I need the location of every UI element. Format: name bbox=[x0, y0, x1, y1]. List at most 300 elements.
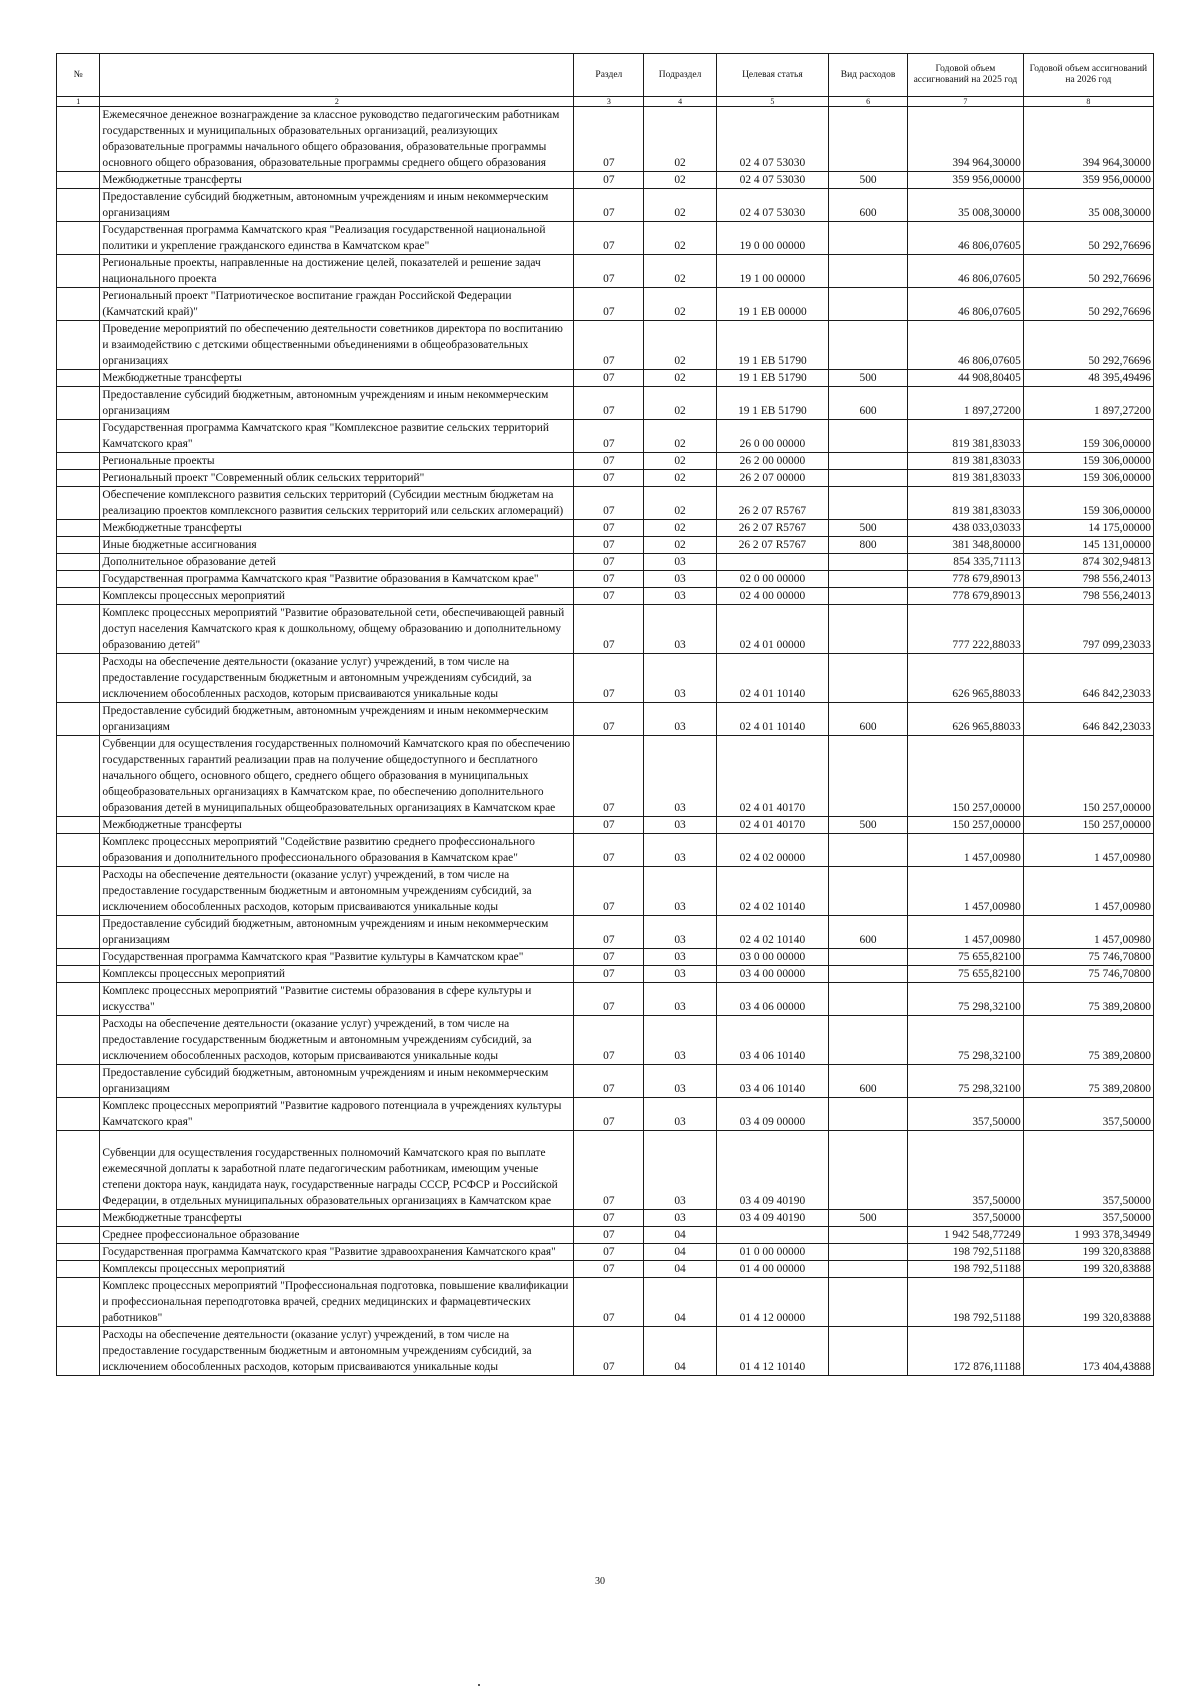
row-name: Государственная программа Камчатского края "Развитие образования в Камчатском крае" bbox=[100, 571, 574, 588]
row-amount-2026: 150 257,00000 bbox=[1023, 736, 1153, 817]
table-row bbox=[57, 288, 1154, 321]
row-expense-type bbox=[829, 571, 908, 588]
row-podrazdel: 02 bbox=[644, 453, 716, 470]
row-name: Ежемесячное денежное вознаграждение за классное руководство педагогическим работникам государственных и муниципальных образовательных организаций, реализующих образовательные программы начального общего образования, образовательные программы основного общего образования, образовательные программы среднего общего образования bbox=[100, 107, 574, 172]
row-expense-type bbox=[829, 949, 908, 966]
row-number bbox=[57, 487, 100, 520]
row-razdel: 07 bbox=[574, 370, 644, 387]
row-target: 19 1 EB 51790 bbox=[716, 387, 828, 420]
row-razdel: 07 bbox=[574, 520, 644, 537]
table-row bbox=[57, 470, 1154, 487]
row-name: Межбюджетные трансферты bbox=[100, 1210, 574, 1227]
row-podrazdel: 03 bbox=[644, 1210, 716, 1227]
table-row bbox=[57, 189, 1154, 222]
table-row bbox=[57, 1065, 1154, 1098]
row-name: Предоставление субсидий бюджетным, автономным учреждениям и иным некоммерческим организациям bbox=[100, 916, 574, 949]
row-name: Предоставление субсидий бюджетным, автономным учреждениям и иным некоммерческим организациям bbox=[100, 189, 574, 222]
row-podrazdel: 04 bbox=[644, 1244, 716, 1261]
row-amount-2025: 357,50000 bbox=[908, 1131, 1024, 1210]
row-amount-2025: 46 806,07605 bbox=[908, 222, 1024, 255]
row-expense-type bbox=[829, 321, 908, 370]
row-amount-2026: 798 556,24013 bbox=[1023, 571, 1153, 588]
row-number bbox=[57, 736, 100, 817]
row-number bbox=[57, 420, 100, 453]
column-number: 4 bbox=[644, 97, 716, 107]
row-expense-type bbox=[829, 1131, 908, 1210]
row-podrazdel: 04 bbox=[644, 1261, 716, 1278]
row-razdel: 07 bbox=[574, 470, 644, 487]
row-amount-2025: 198 792,51188 bbox=[908, 1261, 1024, 1278]
row-razdel: 07 bbox=[574, 420, 644, 453]
column-number: 8 bbox=[1023, 97, 1153, 107]
row-podrazdel: 03 bbox=[644, 736, 716, 817]
row-podrazdel: 02 bbox=[644, 537, 716, 554]
row-razdel: 07 bbox=[574, 703, 644, 736]
row-number bbox=[57, 1261, 100, 1278]
table-row bbox=[57, 1227, 1154, 1244]
column-number: 7 bbox=[908, 97, 1024, 107]
row-amount-2026: 1 897,27200 bbox=[1023, 387, 1153, 420]
row-razdel: 07 bbox=[574, 983, 644, 1016]
row-expense-type: 500 bbox=[829, 1210, 908, 1227]
row-name: Среднее профессиональное образование bbox=[100, 1227, 574, 1244]
row-amount-2025: 1 942 548,77249 bbox=[908, 1227, 1024, 1244]
row-razdel: 07 bbox=[574, 1278, 644, 1327]
table-body bbox=[57, 107, 1154, 1376]
row-amount-2025: 854 335,71113 bbox=[908, 554, 1024, 571]
row-podrazdel: 04 bbox=[644, 1227, 716, 1244]
row-razdel: 07 bbox=[574, 588, 644, 605]
row-name: Проведение мероприятий по обеспечению деятельности советников директора по воспитанию и взаимодействию с детскими общественными объединениями в общеобразовательных организациях bbox=[100, 321, 574, 370]
row-amount-2026: 150 257,00000 bbox=[1023, 817, 1153, 834]
row-amount-2025: 359 956,00000 bbox=[908, 172, 1024, 189]
row-amount-2025: 394 964,30000 bbox=[908, 107, 1024, 172]
row-expense-type bbox=[829, 736, 908, 817]
row-razdel: 07 bbox=[574, 817, 644, 834]
row-target: 01 4 00 00000 bbox=[716, 1261, 828, 1278]
row-razdel: 07 bbox=[574, 1131, 644, 1210]
row-amount-2025: 75 298,32100 bbox=[908, 983, 1024, 1016]
row-number bbox=[57, 916, 100, 949]
row-podrazdel: 03 bbox=[644, 983, 716, 1016]
row-number bbox=[57, 834, 100, 867]
table-row bbox=[57, 222, 1154, 255]
row-amount-2025: 1 457,00980 bbox=[908, 916, 1024, 949]
row-name: Расходы на обеспечение деятельности (оказание услуг) учреждений, в том числе на предоставление государственным бюджетным и автономным учреждениям субсидий, за исключением обособленных расходов, которым присваиваются уникальные коды bbox=[100, 1327, 574, 1376]
row-amount-2026: 646 842,23033 bbox=[1023, 654, 1153, 703]
table-row bbox=[57, 420, 1154, 453]
row-amount-2025: 626 965,88033 bbox=[908, 703, 1024, 736]
row-expense-type bbox=[829, 420, 908, 453]
row-number bbox=[57, 1227, 100, 1244]
row-razdel: 07 bbox=[574, 1016, 644, 1065]
row-amount-2026: 50 292,76696 bbox=[1023, 288, 1153, 321]
row-amount-2025: 198 792,51188 bbox=[908, 1278, 1024, 1327]
row-expense-type: 500 bbox=[829, 817, 908, 834]
row-number bbox=[57, 321, 100, 370]
table-row bbox=[57, 370, 1154, 387]
row-razdel: 07 bbox=[574, 654, 644, 703]
column-number: 3 bbox=[574, 97, 644, 107]
row-expense-type bbox=[829, 605, 908, 654]
row-razdel: 07 bbox=[574, 321, 644, 370]
page-number: 30 bbox=[595, 1576, 605, 1587]
table-row bbox=[57, 605, 1154, 654]
row-name: Комплекс процессных мероприятий "Содействие развитию среднего профессионального образования и дополнительного профессионального образования в Камчатском крае" bbox=[100, 834, 574, 867]
row-number bbox=[57, 470, 100, 487]
row-amount-2026: 797 099,23033 bbox=[1023, 605, 1153, 654]
row-target: 02 4 02 10140 bbox=[716, 867, 828, 916]
row-amount-2025: 150 257,00000 bbox=[908, 817, 1024, 834]
table-row bbox=[57, 654, 1154, 703]
row-amount-2025: 150 257,00000 bbox=[908, 736, 1024, 817]
row-podrazdel: 02 bbox=[644, 107, 716, 172]
row-target: 03 4 09 40190 bbox=[716, 1210, 828, 1227]
column-number: 1 bbox=[57, 97, 100, 107]
row-number bbox=[57, 387, 100, 420]
row-target: 03 4 06 10140 bbox=[716, 1065, 828, 1098]
row-amount-2026: 35 008,30000 bbox=[1023, 189, 1153, 222]
header-target: Целевая статья bbox=[716, 54, 828, 97]
row-amount-2026: 394 964,30000 bbox=[1023, 107, 1153, 172]
row-razdel: 07 bbox=[574, 1065, 644, 1098]
row-podrazdel: 03 bbox=[644, 554, 716, 571]
scan-speck bbox=[478, 1684, 480, 1686]
row-amount-2026: 359 956,00000 bbox=[1023, 172, 1153, 189]
header-razdel: Раздел bbox=[574, 54, 644, 97]
row-target: 03 4 06 00000 bbox=[716, 983, 828, 1016]
row-number bbox=[57, 817, 100, 834]
row-podrazdel: 03 bbox=[644, 1098, 716, 1131]
row-amount-2026: 357,50000 bbox=[1023, 1098, 1153, 1131]
row-number bbox=[57, 983, 100, 1016]
row-target: 02 4 07 53030 bbox=[716, 189, 828, 222]
row-expense-type: 600 bbox=[829, 387, 908, 420]
row-target: 19 1 EB 00000 bbox=[716, 288, 828, 321]
row-razdel: 07 bbox=[574, 453, 644, 470]
row-amount-2025: 46 806,07605 bbox=[908, 321, 1024, 370]
row-expense-type: 600 bbox=[829, 916, 908, 949]
row-target: 02 4 01 10140 bbox=[716, 654, 828, 703]
row-target: 19 1 EB 51790 bbox=[716, 370, 828, 387]
table-row bbox=[57, 834, 1154, 867]
row-target: 03 4 06 10140 bbox=[716, 1016, 828, 1065]
row-expense-type bbox=[829, 1227, 908, 1244]
row-number bbox=[57, 1327, 100, 1376]
row-amount-2026: 14 175,00000 bbox=[1023, 520, 1153, 537]
row-number bbox=[57, 966, 100, 983]
row-amount-2025: 46 806,07605 bbox=[908, 255, 1024, 288]
table-row bbox=[57, 1131, 1154, 1210]
row-number bbox=[57, 255, 100, 288]
row-podrazdel: 03 bbox=[644, 1016, 716, 1065]
row-razdel: 07 bbox=[574, 834, 644, 867]
row-name: Межбюджетные трансферты bbox=[100, 520, 574, 537]
row-target: 03 4 00 00000 bbox=[716, 966, 828, 983]
table-row bbox=[57, 255, 1154, 288]
row-amount-2026: 357,50000 bbox=[1023, 1210, 1153, 1227]
row-amount-2026: 159 306,00000 bbox=[1023, 420, 1153, 453]
table-row bbox=[57, 736, 1154, 817]
row-razdel: 07 bbox=[574, 1210, 644, 1227]
row-amount-2025: 819 381,83033 bbox=[908, 487, 1024, 520]
table-row bbox=[57, 1261, 1154, 1278]
row-razdel: 07 bbox=[574, 1244, 644, 1261]
row-number bbox=[57, 1131, 100, 1210]
column-number: 5 bbox=[716, 97, 828, 107]
row-expense-type bbox=[829, 453, 908, 470]
header-expense-type: Вид расходов bbox=[829, 54, 908, 97]
row-target: 26 0 00 00000 bbox=[716, 420, 828, 453]
row-podrazdel: 03 bbox=[644, 571, 716, 588]
table-row bbox=[57, 571, 1154, 588]
row-target bbox=[716, 1227, 828, 1244]
row-amount-2025: 819 381,83033 bbox=[908, 420, 1024, 453]
row-number bbox=[57, 1244, 100, 1261]
row-expense-type bbox=[829, 867, 908, 916]
row-podrazdel: 02 bbox=[644, 387, 716, 420]
row-expense-type bbox=[829, 1327, 908, 1376]
row-number bbox=[57, 588, 100, 605]
row-name: Субвенции для осуществления государственных полномочий Камчатского края по выплате ежемесячной доплаты к заработной плате педагогическим работникам, имеющим ученые степени доктора наук, кандидата наук, государственные награды СССР, РСФСР и Российской Федерации, в отдельных муниципальных образовательных организациях в Камчатском крае bbox=[100, 1131, 574, 1210]
row-name: Расходы на обеспечение деятельности (оказание услуг) учреждений, в том числе на предоставление государственным бюджетным и автономным учреждениям субсидий, за исключением обособленных расходов, которым присваиваются уникальные коды bbox=[100, 867, 574, 916]
table-header bbox=[57, 54, 1154, 107]
row-target: 01 4 12 10140 bbox=[716, 1327, 828, 1376]
row-target: 19 0 00 00000 bbox=[716, 222, 828, 255]
row-razdel: 07 bbox=[574, 916, 644, 949]
row-podrazdel: 03 bbox=[644, 605, 716, 654]
row-podrazdel: 02 bbox=[644, 470, 716, 487]
row-razdel: 07 bbox=[574, 571, 644, 588]
row-target: 26 2 07 R5767 bbox=[716, 487, 828, 520]
row-amount-2026: 173 404,43888 bbox=[1023, 1327, 1153, 1376]
table-row bbox=[57, 107, 1154, 172]
row-amount-2026: 75 389,20800 bbox=[1023, 1065, 1153, 1098]
row-name: Комплекс процессных мероприятий "Развитие системы образования в сфере культуры и искусства" bbox=[100, 983, 574, 1016]
row-name: Комплекс процессных мероприятий "Профессиональная подготовка, повышение квалификации и профессиональная переподготовка врачей, средних медицинских и фармацевтических работников" bbox=[100, 1278, 574, 1327]
row-amount-2026: 159 306,00000 bbox=[1023, 487, 1153, 520]
row-name: Региональные проекты, направленные на достижение целей, показателей и решение задач национального проекта bbox=[100, 255, 574, 288]
row-name: Расходы на обеспечение деятельности (оказание услуг) учреждений, в том числе на предоставление государственным бюджетным и автономным учреждениям субсидий, за исключением обособленных расходов, которым присваиваются уникальные коды bbox=[100, 1016, 574, 1065]
row-amount-2025: 75 655,82100 bbox=[908, 966, 1024, 983]
row-expense-type bbox=[829, 1244, 908, 1261]
row-podrazdel: 03 bbox=[644, 834, 716, 867]
row-amount-2026: 199 320,83888 bbox=[1023, 1261, 1153, 1278]
row-number bbox=[57, 453, 100, 470]
row-name: Комплексы процессных мероприятий bbox=[100, 1261, 574, 1278]
row-amount-2025: 777 222,88033 bbox=[908, 605, 1024, 654]
row-target: 02 4 01 40170 bbox=[716, 736, 828, 817]
row-podrazdel: 03 bbox=[644, 916, 716, 949]
table-row bbox=[57, 554, 1154, 571]
row-amount-2026: 159 306,00000 bbox=[1023, 470, 1153, 487]
row-number bbox=[57, 370, 100, 387]
row-expense-type bbox=[829, 470, 908, 487]
row-razdel: 07 bbox=[574, 288, 644, 321]
row-podrazdel: 04 bbox=[644, 1327, 716, 1376]
row-name: Комплекс процессных мероприятий "Развитие кадрового потенциала в учреждениях культуры Камчатского края" bbox=[100, 1098, 574, 1131]
table-row bbox=[57, 588, 1154, 605]
table-row bbox=[57, 703, 1154, 736]
row-amount-2026: 646 842,23033 bbox=[1023, 703, 1153, 736]
table-row bbox=[57, 537, 1154, 554]
column-number: 6 bbox=[829, 97, 908, 107]
row-podrazdel: 02 bbox=[644, 370, 716, 387]
budget-table bbox=[56, 53, 1154, 1376]
row-podrazdel: 03 bbox=[644, 1065, 716, 1098]
table-row bbox=[57, 867, 1154, 916]
row-number bbox=[57, 288, 100, 321]
row-amount-2026: 50 292,76696 bbox=[1023, 321, 1153, 370]
row-target: 03 4 09 40190 bbox=[716, 1131, 828, 1210]
row-name: Региональный проект "Современный облик сельских территорий" bbox=[100, 470, 574, 487]
table-row bbox=[57, 520, 1154, 537]
row-amount-2026: 145 131,00000 bbox=[1023, 537, 1153, 554]
row-target: 26 2 07 R5767 bbox=[716, 537, 828, 554]
row-amount-2025: 819 381,83033 bbox=[908, 453, 1024, 470]
row-razdel: 07 bbox=[574, 1261, 644, 1278]
row-amount-2025: 75 655,82100 bbox=[908, 949, 1024, 966]
row-amount-2025: 75 298,32100 bbox=[908, 1016, 1024, 1065]
row-expense-type bbox=[829, 966, 908, 983]
row-amount-2026: 75 746,70800 bbox=[1023, 966, 1153, 983]
table-row bbox=[57, 983, 1154, 1016]
table-row bbox=[57, 1327, 1154, 1376]
row-expense-type: 600 bbox=[829, 703, 908, 736]
row-number bbox=[57, 520, 100, 537]
row-name: Предоставление субсидий бюджетным, автономным учреждениям и иным некоммерческим организациям bbox=[100, 387, 574, 420]
row-amount-2025: 438 033,03033 bbox=[908, 520, 1024, 537]
row-amount-2025: 778 679,89013 bbox=[908, 588, 1024, 605]
row-number bbox=[57, 189, 100, 222]
row-razdel: 07 bbox=[574, 949, 644, 966]
row-expense-type bbox=[829, 107, 908, 172]
row-amount-2026: 75 389,20800 bbox=[1023, 983, 1153, 1016]
header-2026: Годовой объем ассигнований на 2026 год bbox=[1023, 54, 1153, 97]
row-razdel: 07 bbox=[574, 966, 644, 983]
row-name: Иные бюджетные ассигнования bbox=[100, 537, 574, 554]
column-numbers-row bbox=[57, 97, 1154, 107]
row-name: Межбюджетные трансферты bbox=[100, 370, 574, 387]
row-target: 02 4 01 10140 bbox=[716, 703, 828, 736]
row-razdel: 07 bbox=[574, 387, 644, 420]
row-amount-2026: 50 292,76696 bbox=[1023, 222, 1153, 255]
row-expense-type bbox=[829, 288, 908, 321]
row-podrazdel: 02 bbox=[644, 520, 716, 537]
row-target: 02 4 02 10140 bbox=[716, 916, 828, 949]
row-name: Комплекс процессных мероприятий "Развитие образовательной сети, обеспечивающей равный доступ населения Камчатского края к дошкольному, общему образованию и дополнительному образованию детей" bbox=[100, 605, 574, 654]
table-row bbox=[57, 916, 1154, 949]
row-podrazdel: 04 bbox=[644, 1278, 716, 1327]
row-expense-type: 800 bbox=[829, 537, 908, 554]
row-razdel: 07 bbox=[574, 736, 644, 817]
table-row bbox=[57, 1210, 1154, 1227]
row-target: 26 2 07 00000 bbox=[716, 470, 828, 487]
row-name: Государственная программа Камчатского края "Развитие культуры в Камчатском крае" bbox=[100, 949, 574, 966]
row-expense-type bbox=[829, 654, 908, 703]
row-amount-2026: 50 292,76696 bbox=[1023, 255, 1153, 288]
row-amount-2025: 44 908,80405 bbox=[908, 370, 1024, 387]
row-name: Комплексы процессных мероприятий bbox=[100, 966, 574, 983]
row-podrazdel: 02 bbox=[644, 321, 716, 370]
row-podrazdel: 03 bbox=[644, 654, 716, 703]
row-expense-type bbox=[829, 588, 908, 605]
table-row bbox=[57, 321, 1154, 370]
row-target: 19 1 EB 51790 bbox=[716, 321, 828, 370]
table-row bbox=[57, 817, 1154, 834]
row-target: 02 4 07 53030 bbox=[716, 172, 828, 189]
row-number bbox=[57, 1278, 100, 1327]
row-amount-2026: 48 395,49496 bbox=[1023, 370, 1153, 387]
row-number bbox=[57, 949, 100, 966]
row-expense-type bbox=[829, 1016, 908, 1065]
row-number bbox=[57, 654, 100, 703]
row-amount-2026: 874 302,94813 bbox=[1023, 554, 1153, 571]
row-podrazdel: 02 bbox=[644, 288, 716, 321]
row-amount-2025: 357,50000 bbox=[908, 1210, 1024, 1227]
row-podrazdel: 03 bbox=[644, 1131, 716, 1210]
row-name: Государственная программа Камчатского края "Развитие здравоохранения Камчатского края" bbox=[100, 1244, 574, 1261]
row-amount-2025: 46 806,07605 bbox=[908, 288, 1024, 321]
table-row bbox=[57, 949, 1154, 966]
row-amount-2025: 819 381,83033 bbox=[908, 470, 1024, 487]
row-number bbox=[57, 222, 100, 255]
row-razdel: 07 bbox=[574, 172, 644, 189]
row-podrazdel: 02 bbox=[644, 420, 716, 453]
row-target: 01 4 12 00000 bbox=[716, 1278, 828, 1327]
row-razdel: 07 bbox=[574, 1327, 644, 1376]
table-row bbox=[57, 453, 1154, 470]
row-expense-type bbox=[829, 222, 908, 255]
row-number bbox=[57, 107, 100, 172]
row-razdel: 07 bbox=[574, 537, 644, 554]
row-number bbox=[57, 1210, 100, 1227]
row-target: 02 0 00 00000 bbox=[716, 571, 828, 588]
row-expense-type bbox=[829, 1261, 908, 1278]
row-number bbox=[57, 1098, 100, 1131]
row-razdel: 07 bbox=[574, 255, 644, 288]
row-expense-type bbox=[829, 1098, 908, 1131]
header-name bbox=[100, 54, 574, 97]
row-amount-2025: 35 008,30000 bbox=[908, 189, 1024, 222]
row-number bbox=[57, 867, 100, 916]
row-target: 26 2 00 00000 bbox=[716, 453, 828, 470]
row-name: Государственная программа Камчатского края "Комплексное развитие сельских территорий Камчатского края" bbox=[100, 420, 574, 453]
row-razdel: 07 bbox=[574, 487, 644, 520]
row-razdel: 07 bbox=[574, 554, 644, 571]
row-amount-2025: 1 897,27200 bbox=[908, 387, 1024, 420]
table-row bbox=[57, 966, 1154, 983]
table-row bbox=[57, 387, 1154, 420]
row-target bbox=[716, 554, 828, 571]
table-row bbox=[57, 1278, 1154, 1327]
row-podrazdel: 03 bbox=[644, 966, 716, 983]
row-target: 02 4 01 00000 bbox=[716, 605, 828, 654]
row-target: 02 4 01 40170 bbox=[716, 817, 828, 834]
row-name: Комплексы процессных мероприятий bbox=[100, 588, 574, 605]
row-amount-2026: 199 320,83888 bbox=[1023, 1244, 1153, 1261]
row-razdel: 07 bbox=[574, 107, 644, 172]
row-name: Государственная программа Камчатского края "Реализация государственной национальной политики и укрепление гражданского единства в Камчатском крае" bbox=[100, 222, 574, 255]
row-amount-2025: 198 792,51188 bbox=[908, 1244, 1024, 1261]
row-expense-type bbox=[829, 554, 908, 571]
row-amount-2025: 1 457,00980 bbox=[908, 834, 1024, 867]
row-amount-2026: 1 457,00980 bbox=[1023, 867, 1153, 916]
row-name: Предоставление субсидий бюджетным, автономным учреждениям и иным некоммерческим организациям bbox=[100, 703, 574, 736]
row-podrazdel: 02 bbox=[644, 222, 716, 255]
row-name: Региональный проект "Патриотическое воспитание граждан Российской Федерации (Камчатский край)" bbox=[100, 288, 574, 321]
row-expense-type bbox=[829, 834, 908, 867]
